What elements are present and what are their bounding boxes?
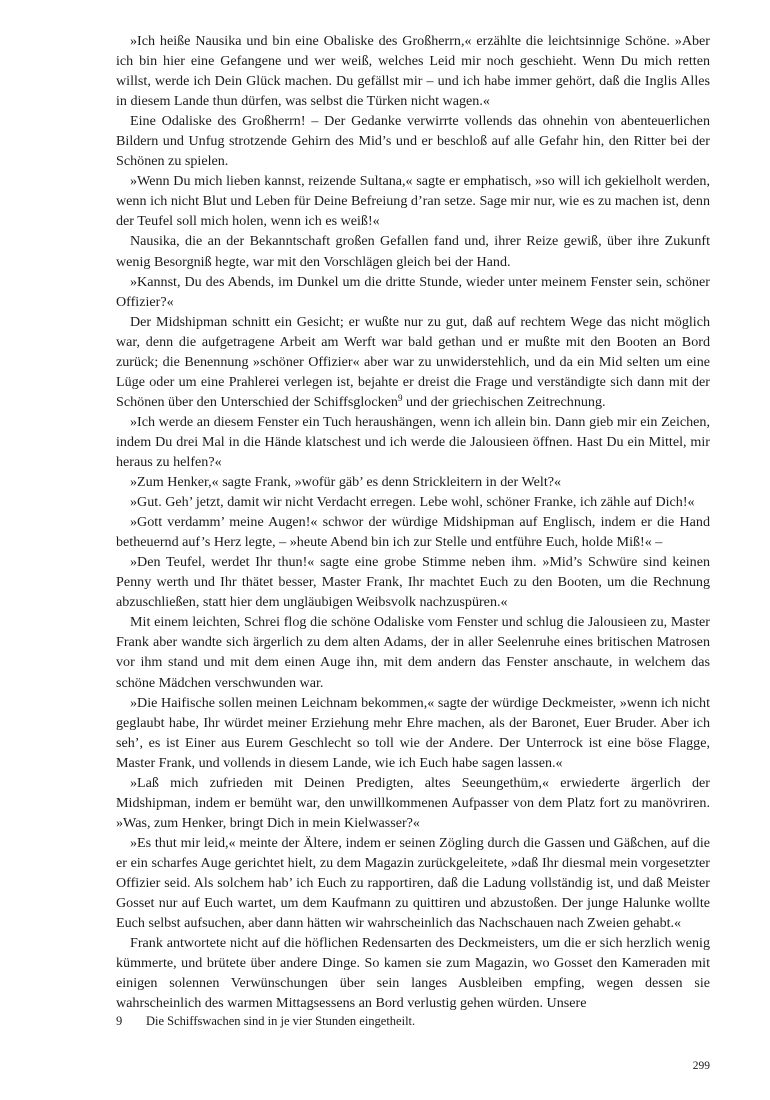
footnote-reference[interactable]: 9 [397, 392, 403, 403]
paragraph: Eine Odaliske des Großherrn! – Der Gedanke verwirrte vollends das ohnehin von abenteuerlichen Bildern und Unfug strotzende Gehirn des Mid’s und er beschloß auf alle Gefahr hin, den Ritter bei der Schönen zu spielen. [116, 113, 710, 170]
paragraph: »Wenn Du mich lieben kannst, reizende Sultana,« sagte er emphatisch, »so will ich gekielholt werden, wenn ich nicht Blut und Leben für Deine Befreiung d’ran setze. Sage mir nur, wie es zu machen ist, denn der Teufel soll mich holen, wenn ich es weiß!« [116, 173, 710, 230]
footnote [116, 1014, 710, 1029]
paragraph: »Gott verdamm’ meine Augen!« schwor der würdige Midshipman auf Englisch, indem er die Hand betheuernd auf’s Herz legte, – »heute Abend bin ich zur Stelle und entführe Euch, holde Miß!« – [116, 514, 710, 551]
paragraph: »Zum Henker,« sagte Frank, »wofür gäb’ es denn Strickleitern in der Welt?« [130, 474, 562, 491]
paragraph [116, 312, 710, 412]
paragraph: »Den Teufel, werdet Ihr thun!« sagte eine grobe Stimme neben ihm. »Mid’s Schwüre sind keinen Penny werth und Ihr thätet besser, Master Frank, Ihr machtet Euch zu den Booten, um die Rechnung abzuschließen, statt hier dem ungläubigen Weibsvolk nachzuspüren.« [116, 554, 710, 611]
paragraph-text-continued: und der griechischen Zeitrechnung. [402, 393, 606, 410]
paragraph: »Es thut mir leid,« meinte der Ältere, indem er seinen Zögling durch die Gassen und Gäßchen, auf die er ein scharfes Auge gerichtet hielt, zu dem Magazin zurückgeleitete, »daß Ihr diesmal mein vorgesetzter Offizier seid. Als solchem hab’ ich Euch zu rapportiren, daß die Ladung vollständig ist, und daß Meister Gosset nur auf Euch wartet, um dem Kaufmann zu quittiren und abzustoßen. Der junge Halunke wollte Euch selbst aufsuchen, aber dann hätten wir wahrscheinlich das Nachschauen nach Zweien gehabt.« [116, 834, 710, 932]
paragraph: »Kannst, Du des Abends, im Dunkel um die dritte Stunde, wieder unter meinem Fenster sein, schöner Offizier?« [116, 273, 710, 310]
paragraph: »Ich heiße Nausika und bin eine Obaliske des Großherrn,« erzählte die leichtsinnige Schöne. »Aber ich bin hier eine Gefangene und wer weiß, welches Leid mir noch geschieht. Wenn Du mich retten willst, werde ich Dein Glück machen. Du gefällst mir – und ich habe immer gehört, daß die Inglis Alles in diesem Lande thun dürfen, was selbst die Türken nicht wagen.« [116, 33, 710, 110]
footnote-text: Die Schiffswachen sind in je vier Stunden eingetheilt. [146, 1014, 416, 1028]
paragraph: »Laß mich zufrieden mit Deinen Predigten, altes Seeungethüm,« erwiederte ärgerlich der Midshipman, indem er bemüht war, den unwillkommenen Aufpasser von dem Platz fort zu manövriren. »Was, zum Henker, bringt Dich in mein Kielwasser?« [116, 774, 710, 831]
paragraph: Frank antwortete nicht auf die höflichen Redensarten des Deckmeisters, um die er sich herzlich wenig kümmerte, und brütete über andere Dinge. So kamen sie zum Magazin, wo Gosset den Kameraden mit einigen solennen Verwünschungen über sein langes Ausbleiben empfing, wegen dessen sie wahrscheinlich des warmen Mittagsessens an Bord verlustig gehen würden. Unsere [116, 935, 710, 1012]
paragraph: »Ich werde an diesem Fenster ein Tuch heraushängen, wenn ich allein bin. Dann gieb mir ein Zeichen, indem Du drei Mal in die Hände klatschest und ich werde die Jalousieen öffnen. Hast Du ein Mittel, mir heraus zu helfen?« [116, 413, 710, 470]
paragraph: »Gut. Geh’ jetzt, damit wir nicht Verdacht erregen. Lebe wohl, schöner Franke, ich zähle auf Dich!« [130, 494, 695, 511]
paragraph: Mit einem leichten, Schrei flog die schöne Odaliske vom Fenster und schlug die Jalousieen zu, Master Frank aber wandte sich ärgerlich zu dem alten Adams, der in aller Seelenruhe eines britischen Matrosen vor ihm stand und mit dem einen Auge ihn, mit dem andern das Fenster anschaute, in welchem das schöne Mädchen verschwunden war. [116, 614, 710, 691]
footnote-number: 9 [116, 1014, 123, 1028]
paragraph-text: Der Midshipman schnitt ein Gesicht; er wußte nur zu gut, daß auf rechtem Wege das nicht möglich war, denn die aufgetragene Arbeit am Werft war bald gethan und er mußte mit den Booten an Bord zurück; die Benennung »schöner Offizier« aber war zu unwiderstehlich, und da ein Mid selten um eine Lüge oder um eine Prahlerei verlegen ist, bejahte er dreist die Frage und verständigte sich dann mit der Schönen über den Unterschied der Schiffsglocken [116, 313, 710, 410]
page-body [116, 31, 710, 1013]
page-number: 299 [692, 1060, 710, 1072]
paragraph: Nausika, die an der Bekanntschaft großen Gefallen fand und, ihrer Reize gewiß, über ihre Zukunft wenig Besorgniß hegte, war mit den Vorschlägen gleich bei der Hand. [116, 233, 710, 270]
paragraph: »Die Haifische sollen meinen Leichnam bekommen,« sagte der würdige Deckmeister, »wenn ich nicht geglaubt habe, Ihr würdet meiner Erziehung mehr Ehre machen, als der Baronet, Euer Bruder. Aber ich seh’, es ist Einer aus Eurem Geschlecht so toll wie der Andere. Der Unterrock ist eine böse Flagge, Master Frank, und vollends in diesem Lande, wie ich Euch habe sagen lassen.« [116, 694, 710, 771]
